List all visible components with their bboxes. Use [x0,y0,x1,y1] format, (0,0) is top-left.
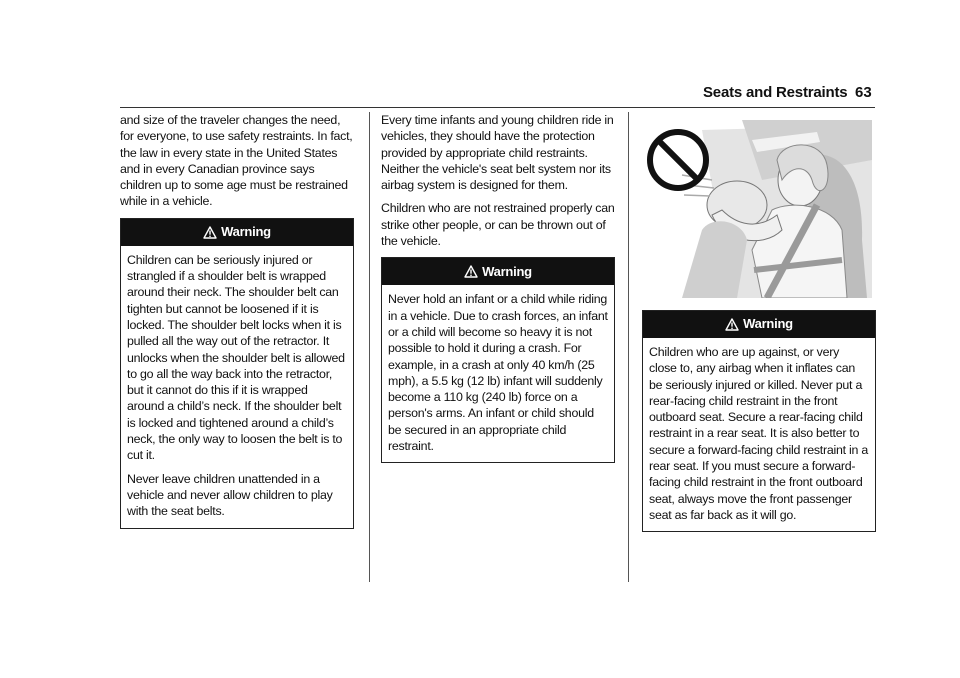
warning-triangle-icon [725,318,739,331]
header-rule [120,107,875,108]
warning-title: Warning [743,316,793,332]
page-number: 63 [855,84,872,101]
warning-header [121,219,353,246]
warning-body [121,246,353,528]
intro-paragraph: and size of the traveler changes the need, for everyone, to use safety restraints. In fact, the law in every state in the United States and in every Canadian province says children up to some age must be restrained while in a vehicle. [120,113,353,209]
column-1 [120,112,354,529]
warning-box [381,257,615,463]
warning-triangle-icon [203,226,217,239]
warning-header [643,311,875,338]
column-3 [642,302,876,532]
warning-paragraph: Never leave children unattended in a vehicle and never allow children to play with the seat belts. [127,471,333,519]
body-paragraph: Children who are not restrained properly can strike other people, or can be thrown out of the vehicle. [381,201,615,249]
column-2 [381,112,615,463]
warning-title: Warning [221,224,271,240]
warning-box [642,310,876,532]
warning-header [382,258,614,285]
warning-title: Warning [482,263,532,279]
section-title: Seats and Restraints [703,84,848,101]
warning-paragraph: Children can be seriously injured or strangled if a shoulder belt is wrapped around their neck. The shoulder belt can tighten but cannot be loosened if it is locked. The shoulder belt locks when it is pulled all the way out of the retractor. It unlocks when the shoulder belt is allowed to go all the way back into the retractor, but it cannot do this if it is wrapped around a child’s neck. If the shoulder belt is locked and tightened around a child’s neck, the only way to loosen the belt is to cut it. [127,252,345,463]
no-holding-child-prohibition-icon [642,120,872,298]
warning-body [382,285,614,462]
page-header [0,82,960,106]
warning-paragraph: Children who are up against, or very close to, any airbag when it inflates can be seriously injured or killed. Never put a rear-facing child restraint in the front outboard seat. Secure a rear-facing child restraint in a rear seat. It is also better to secure a forward-facing child restraint in a rear seat. If you must secure a forward-facing child restraint in the front outboard seat, always move the front passenger seat as far back as it will go. [649,345,869,522]
warning-paragraph: Never hold an infant or a child while riding in a vehicle. Due to crash forces, an infant or a child will become so heavy it is not possible to hold it during a crash. For example, in a crash at only 40 km/h (25 mph), a 5.5 kg (12 lb) infant will suddenly become a 110 kg (240 lb) force on a person's arms. An infant or child should be secured in an appropriate child restraint. [388,292,608,454]
warning-body [643,338,875,531]
body-paragraph: Every time infants and young children ride in vehicles, they should have the protection provided by appropriate child restraints. Neither the vehicle's seat belt system nor its airbag system is designed for them. [381,113,614,193]
column-divider [628,112,629,582]
warning-triangle-icon [464,265,478,278]
column-divider [369,112,370,582]
warning-box [120,218,354,529]
